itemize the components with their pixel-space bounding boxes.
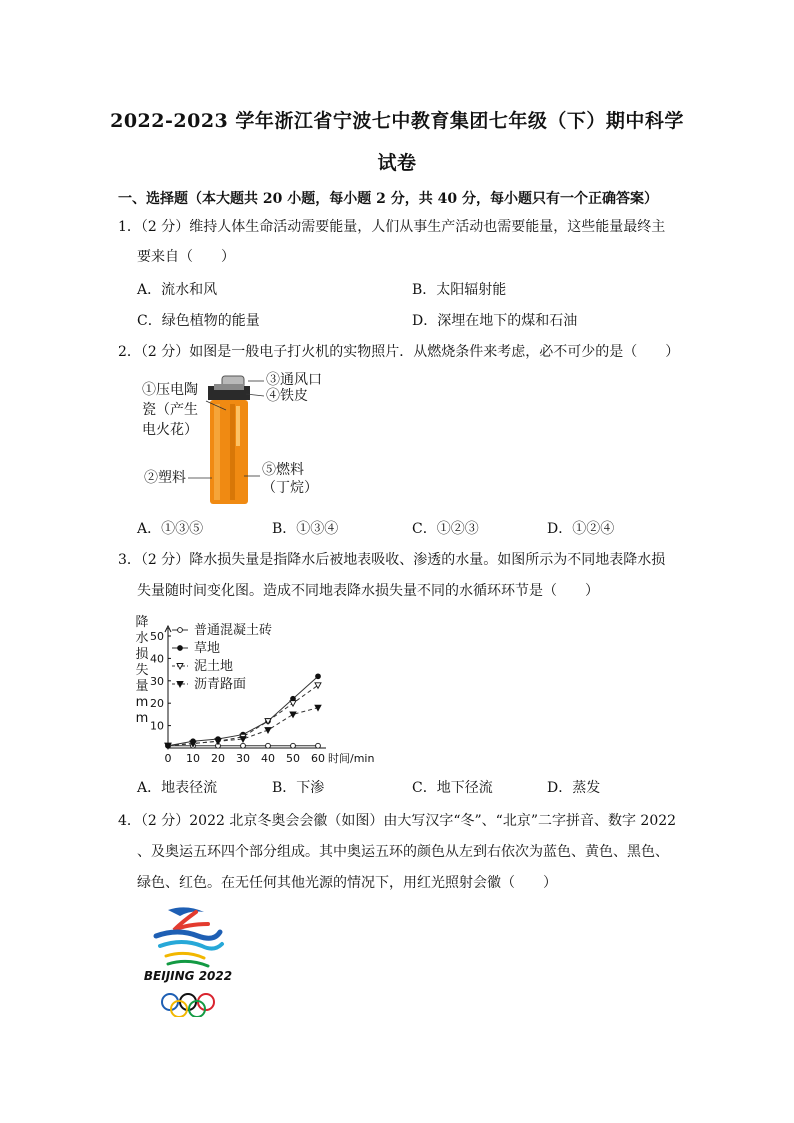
y-axis-title-char: 水: [135, 631, 149, 646]
q1-option-a: A．流水和风: [137, 282, 218, 298]
q2-option-c: C．①②③: [412, 521, 479, 537]
data-point-2: [315, 683, 321, 689]
legend-label: 沥青路面: [194, 677, 247, 692]
legend-label: 普通混凝土砖: [194, 623, 273, 638]
lighter-label-3: ③通风口: [266, 372, 322, 388]
lighter-label-5b: （丁烷）: [262, 480, 318, 496]
legend-marker-0: [178, 628, 183, 633]
emblem-graphic: [138, 902, 238, 1017]
y-axis-title-char: 失: [135, 663, 149, 678]
precip-loss-chart: [132, 612, 392, 772]
legend-label: 草地: [194, 641, 221, 656]
y-tick-label: 10: [150, 719, 164, 733]
q3-option-d: D．蒸发: [547, 780, 601, 796]
lighter-label-4: ④铁皮: [266, 388, 308, 404]
q2-stem: 2．（2 分）如图是一般电子打火机的实物照片．从燃烧条件来考虑，必不可少的是（ ）: [118, 344, 680, 360]
y-axis-title-char: m: [135, 711, 149, 726]
data-point-1: [316, 674, 321, 679]
lighter-label-5a: ⑤燃料: [262, 462, 304, 478]
q2-option-d: D．①②④: [547, 521, 615, 537]
data-point-3: [290, 712, 296, 718]
x-tick-label: 30: [236, 752, 250, 765]
q1-stem-line2: 要来自（ ）: [137, 249, 235, 265]
x-tick-label: 20: [211, 752, 225, 765]
q4-stem-line3: 绿色、红色。在无任何其他光源的情况下，用红光照射会徽（ ）: [137, 875, 557, 891]
data-point-0: [316, 743, 321, 748]
data-point-0: [291, 743, 296, 748]
q1-stem-line1: 1．（2 分）维持人体生命活动需要能量，人们从事生产活动也需要能量，这些能量最终主: [118, 219, 666, 235]
data-point-2: [290, 701, 296, 707]
x-tick-label: 10: [186, 752, 200, 765]
q3-option-c: C．地下径流: [412, 780, 493, 796]
legend-marker-1: [178, 646, 183, 651]
q3-stem-line1: 3．（2 分）降水损失量是指降水后被地表吸收、渗透的水量。如图所示为不同地表降水损: [118, 552, 666, 568]
legend-label: 泥土地: [194, 659, 234, 674]
q1-option-b: B．太阳辐射能: [412, 282, 507, 298]
q2-option-a: A．①③⑤: [137, 521, 204, 537]
lighter-label-1a: ①压电陶: [142, 382, 198, 398]
q2-option-b: B．①③④: [272, 521, 339, 537]
lighter-label-1b: 瓷（产生: [142, 402, 198, 418]
page-title-cont: 试卷: [377, 152, 417, 174]
x-tick-label: 0: [164, 752, 172, 765]
y-tick-label: 30: [150, 674, 164, 688]
x-tick-label: 50: [286, 752, 300, 765]
x-tick-label: 60: [311, 752, 325, 765]
section-heading: 一、选择题（本大题共 20 小题，每小题 2 分，共 40 分，每小题只有一个正确答案）: [118, 191, 658, 207]
y-axis-title-char: 损: [135, 647, 149, 662]
x-tick-label: 40: [261, 752, 275, 765]
q4-stem-line1: 4．（2 分）2022 北京冬奥会会徽（如图）由大写汉字“冬”、“北京”二字拼音、数字 2022: [118, 813, 677, 829]
q1-option-c: C．绿色植物的能量: [137, 313, 260, 329]
y-tick-label: 20: [150, 697, 164, 711]
lighter-label-2: ②塑料: [144, 470, 186, 486]
y-axis-title-char: 降: [135, 615, 149, 630]
data-point-0: [241, 743, 246, 748]
data-point-0: [266, 743, 271, 748]
lighter-figure: [140, 370, 340, 510]
olympic-emblem: [138, 902, 238, 1017]
y-axis-title-char: m: [135, 695, 149, 710]
emblem-wordmark: BEIJING 2022: [143, 969, 233, 983]
x-axis-title: 时间/min: [328, 752, 375, 765]
q3-option-a: A．地表径流: [137, 780, 218, 796]
y-tick-label: 50: [150, 630, 164, 643]
q1-option-d: D．深埋在地下的煤和石油: [412, 313, 578, 329]
y-axis-title-char: 量: [135, 679, 149, 694]
lighter-label-1c: 电火花）: [142, 422, 198, 438]
page-title: 2022-2023 学年浙江省宁波七中教育集团七年级（下）期中科学: [110, 110, 684, 132]
q4-stem-line2: 、及奥运五环四个部分组成。其中奥运五环的颜色从左到右依次为蓝色、黄色、黑色、: [137, 844, 669, 860]
q3-stem-line2: 失量随时间变化图。造成不同地表降水损失量不同的水循环环节是（ ）: [137, 583, 599, 599]
y-tick-label: 40: [150, 652, 164, 666]
q3-option-b: B．下渗: [272, 780, 325, 796]
